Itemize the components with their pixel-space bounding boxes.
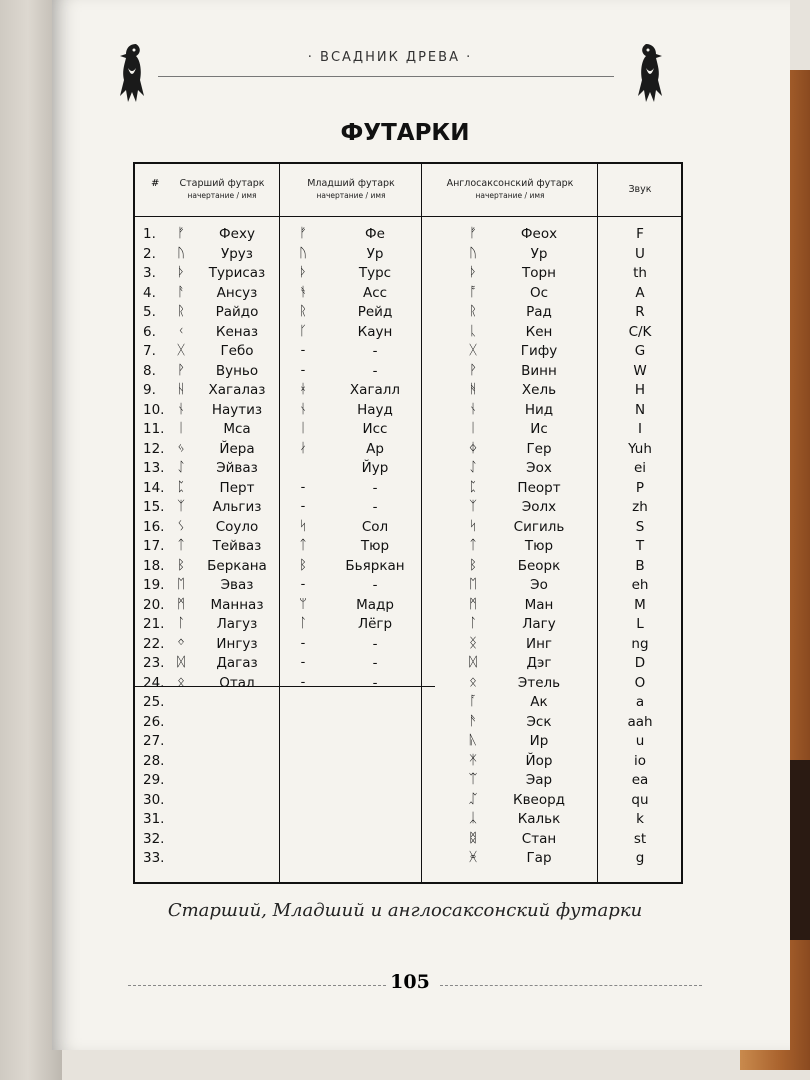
elder-rune-name: Соуло — [215, 518, 259, 535]
anglo-rune-glyph: ᛖ — [469, 577, 477, 592]
elder-rune-glyph: ᛜ — [177, 635, 185, 651]
younger-rune-glyph: ᛒ — [299, 557, 307, 573]
sound-value: k — [636, 811, 644, 827]
elder-rune-glyph: ᛉ — [177, 499, 185, 514]
sound-value: F — [636, 226, 644, 242]
sound-value: R — [635, 304, 645, 320]
anglo-rune-name: Дэг — [526, 655, 552, 671]
anglo-rune-glyph: ᚳ — [469, 323, 477, 339]
elder-number: 17. — [143, 538, 165, 554]
anglo-rune-glyph: ᚠ — [469, 226, 477, 241]
elder-rune-glyph: ᚾ — [177, 401, 185, 417]
sound-value: aah — [627, 713, 653, 730]
elder-number: 9. — [143, 382, 156, 398]
elder-rune-glyph: ᛈ — [177, 479, 185, 495]
sound-value: st — [633, 830, 647, 847]
younger-rune-glyph: ᚱ — [299, 304, 307, 319]
anglo-rune-name: Ак — [530, 694, 548, 710]
younger-rune-glyph: ᚼ — [299, 382, 307, 397]
anglo-rune-name: Феох — [520, 226, 558, 242]
sound-value: G — [634, 343, 646, 359]
elder-rune-glyph: ᚠ — [177, 226, 185, 241]
elder-number: 10. — [143, 401, 165, 418]
sound-value: I — [638, 421, 642, 437]
anglo-rune-glyph: ᛁ — [469, 421, 477, 436]
anglo-rune-name: Ман — [524, 596, 554, 613]
elder-rune-name: Перт — [219, 479, 255, 496]
elder-number: 19. — [143, 577, 165, 593]
figure-caption: Старший, Младший и англосаксонский футарки — [167, 900, 643, 921]
sound-value: C/K — [628, 323, 652, 340]
elder-rune-name: Отал — [219, 674, 255, 691]
elder-number: 13. — [143, 460, 165, 476]
col-divider — [597, 164, 598, 882]
anglo-rune-glyph: ᛞ — [469, 655, 477, 670]
anglo-rune-glyph: ᚫ — [469, 713, 477, 729]
sound-value: L — [636, 616, 644, 632]
younger-rune-glyph: ᛅ — [299, 440, 307, 456]
elder-rune-glyph: ᛚ — [177, 616, 185, 631]
anglo-rune-name: Кен — [525, 323, 553, 340]
younger-rune-glyph: ᚬ — [299, 284, 307, 300]
anglo-rune-glyph: ᚦ — [469, 265, 477, 280]
elder-rune-glyph: ᛃ — [177, 440, 185, 456]
elder-rune-glyph: ᚢ — [177, 245, 185, 261]
younger-rune-name: Ар — [366, 440, 384, 457]
elder-rune-glyph: ᛊ — [177, 518, 185, 534]
elder-rune-name: Альгиз — [212, 499, 262, 515]
elder-number: 22. — [143, 635, 165, 652]
younger-rune-name: Сол — [361, 518, 389, 535]
younger-rune-name: Рейд — [357, 304, 393, 320]
younger-rune-name: - — [372, 499, 378, 515]
anglo-rune-glyph: ᚩ — [469, 284, 477, 300]
footer-rule-left — [128, 985, 386, 986]
elder-number: 14. — [143, 479, 165, 496]
younger-rune-glyph: ᚢ — [299, 245, 307, 261]
anglo-rune-name: Тюр — [524, 538, 554, 554]
elder-rune-name: Дагаз — [216, 655, 258, 671]
elder-rune-glyph: ᚨ — [177, 284, 185, 300]
younger-rune-name: - — [372, 635, 378, 652]
elder-rune-glyph: ᚱ — [177, 304, 185, 319]
anglo-rune-name: Беорк — [517, 557, 561, 574]
col-head-elder-label: Старший футарк — [179, 178, 265, 189]
elder-number: 20. — [143, 596, 165, 613]
col-head-younger-label: Младший футарк — [307, 178, 395, 189]
younger-rune-glyph: ᛘ — [299, 596, 307, 612]
raven-right-icon — [630, 40, 670, 106]
elder-rune-name: Райдо — [215, 304, 259, 320]
younger-rune-glyph: ᚾ — [299, 401, 307, 417]
anglo-rune-name: Эох — [526, 460, 552, 476]
younger-rune-glyph: ᚴ — [299, 323, 307, 339]
anglo-rune-name: Хель — [521, 382, 557, 398]
elder-rune-name: Наутиз — [211, 401, 263, 418]
elder-rune-glyph: ᛒ — [177, 557, 185, 573]
elder-rune-name: Кеназ — [215, 323, 259, 340]
anglo-rune-glyph: ᛋ — [469, 518, 477, 534]
elder-rune-glyph: ᛇ — [177, 460, 185, 475]
elder-rune-name: Эваз — [220, 577, 254, 593]
elder-rune-glyph: ᛏ — [177, 538, 185, 553]
elder-rune-name: Манназ — [210, 596, 264, 613]
anglo-rune-glyph: ᛏ — [469, 538, 477, 553]
empty-row-number: 29. — [143, 772, 165, 788]
younger-rune-name: - — [372, 362, 378, 379]
sound-value: T — [635, 538, 645, 554]
anglo-rune-name: Квеорд — [512, 791, 565, 808]
elder-rune-glyph: ᚲ — [177, 323, 185, 339]
sound-value: S — [635, 518, 645, 535]
sound-value: ea — [631, 772, 649, 788]
younger-rune-name: - — [372, 479, 378, 496]
anglo-rune-name: Гер — [526, 440, 552, 457]
elder-number: 4. — [143, 284, 156, 301]
elder-number: 23. — [143, 655, 165, 671]
anglo-rune-glyph: ᚱ — [469, 304, 477, 319]
sound-value: a — [635, 694, 645, 710]
elder-number: 1. — [143, 226, 156, 242]
sound-value: qu — [631, 791, 649, 808]
younger-rune-name: Мадр — [356, 596, 394, 613]
anglo-rune-name: Этель — [517, 674, 561, 691]
elder-rune-name: Ансуз — [216, 284, 258, 301]
younger-rune-name: Ур — [366, 245, 384, 262]
anglo-rune-name: Лагу — [522, 616, 556, 632]
empty-row-number: 32. — [143, 830, 165, 847]
sound-value: U — [635, 245, 645, 262]
elder-number: 11. — [143, 421, 165, 437]
younger-rune-glyph: - — [300, 499, 306, 514]
empty-row-number: 26. — [143, 713, 165, 730]
anglo-rune-name: Нид — [524, 401, 554, 418]
elder-rune-name: Эйваз — [216, 460, 258, 476]
anglo-rune-name: Гифу — [520, 343, 558, 359]
younger-rune-name: - — [372, 343, 378, 359]
younger-rune-glyph: - — [300, 635, 306, 651]
sound-value: A — [635, 284, 645, 301]
col-head-anglo-label: Англосаксонский футарк — [446, 178, 574, 189]
page-number: 105 — [390, 971, 430, 993]
anglo-rune-name: Сигиль — [513, 518, 565, 535]
elder-number: 7. — [143, 343, 156, 359]
elder-number: 6. — [143, 323, 156, 340]
elder-number: 18. — [143, 557, 165, 574]
elder-rune-name: Лагуз — [216, 616, 258, 632]
younger-rune-glyph: ᛏ — [299, 538, 307, 553]
elder-number: 15. — [143, 499, 165, 515]
running-header: · ВСАДНИК ДРЕВА · — [307, 50, 473, 65]
elder-rune-name: Феху — [219, 226, 255, 242]
sound-value: H — [634, 382, 646, 398]
elder-rune-name: Тейваз — [212, 538, 262, 554]
empty-row-number: 30. — [143, 791, 165, 808]
anglo-rune-glyph: ᛇ — [469, 460, 477, 475]
elder-rune-name: Йера — [219, 440, 255, 457]
anglo-rune-glyph: ᚣ — [469, 733, 477, 748]
anglo-rune-name: Инг — [525, 635, 553, 652]
elder-number: 2. — [143, 245, 156, 262]
anglo-rune-glyph: ᛟ — [469, 674, 477, 690]
anglo-rune-name: Эо — [530, 577, 548, 593]
younger-rune-name: Йур — [361, 460, 389, 476]
younger-rune-glyph: - — [300, 674, 306, 690]
anglo-rune-name: Ис — [530, 421, 548, 437]
elder-number: 12. — [143, 440, 165, 457]
elder-rune-name: Уруз — [221, 245, 253, 262]
sound-value: N — [634, 401, 646, 418]
anglo-rune-name: Эар — [525, 772, 553, 788]
anglo-rune-name: Гар — [526, 850, 552, 866]
empty-row-number: 31. — [143, 811, 165, 827]
younger-rune-glyph: ᛋ — [299, 518, 307, 534]
anglo-rune-glyph: ᚻ — [469, 382, 477, 397]
elder-number: 16. — [143, 518, 165, 535]
younger-rune-name: Тюр — [360, 538, 390, 554]
sound-value: O — [634, 674, 646, 691]
sound-value: u — [635, 733, 645, 749]
sound-value: ng — [631, 635, 649, 652]
younger-rune-glyph: ᚦ — [299, 265, 307, 280]
elder-number: 3. — [143, 265, 156, 281]
col-head-elder — [165, 178, 279, 202]
elder-rune-name: Хагалаз — [208, 382, 266, 398]
sound-value: ei — [633, 460, 647, 476]
elder-rune-glyph: ᛞ — [177, 655, 185, 670]
anglo-rune-glyph: ᛚ — [469, 616, 477, 631]
col-head-elder-sub: начертание / имя — [187, 191, 257, 200]
elder-number: 24. — [143, 674, 165, 691]
younger-rune-name: Бьяркан — [345, 557, 405, 574]
anglo-rune-glyph: ᚪ — [469, 694, 477, 709]
sound-value: zh — [632, 499, 648, 515]
elder-rune-glyph: ᛟ — [177, 674, 185, 690]
younger-rune-glyph: ᛚ — [299, 616, 307, 631]
elder-rune-glyph: ᛗ — [177, 596, 185, 612]
younger-rune-name: - — [372, 577, 378, 593]
col-head-anglo — [423, 178, 597, 202]
anglo-rune-glyph: ᛉ — [469, 499, 477, 514]
anglo-rune-glyph: ᛒ — [469, 557, 477, 573]
younger-rune-name: - — [372, 655, 378, 671]
anglo-rune-name: Пеорт — [517, 479, 561, 496]
elder-rune-glyph: ᛁ — [177, 421, 185, 436]
anglo-rune-name: Эск — [526, 713, 552, 730]
elder-rune-glyph: ᚷ — [177, 343, 185, 358]
younger-rune-name: Хагалл — [349, 382, 401, 398]
anglo-rune-glyph: ᛥ — [469, 830, 477, 846]
younger-rune-glyph: ᚠ — [299, 226, 307, 241]
elder-rune-name: Ингуз — [216, 635, 258, 652]
anglo-rune-name: Стан — [521, 830, 557, 847]
younger-rune-glyph: - — [300, 577, 306, 592]
younger-rune-glyph: - — [300, 479, 306, 495]
anglo-rune-name: Винн — [521, 362, 557, 379]
sound-value: eh — [631, 577, 649, 593]
anglo-rune-glyph: ᛡ — [469, 752, 477, 768]
younger-rune-name: Каун — [357, 323, 393, 340]
anglo-rune-glyph: ᚷ — [469, 343, 477, 358]
elder-rune-glyph: ᚺ — [177, 382, 185, 397]
elder-number: 21. — [143, 616, 165, 632]
anglo-rune-name: Торн — [522, 265, 556, 281]
raven-left-icon — [112, 40, 152, 106]
younger-rune-name: Асс — [362, 284, 388, 301]
sound-value: M — [634, 596, 646, 613]
elder-rune-name: Беркана — [207, 557, 267, 574]
anglo-rune-name: Ур — [530, 245, 548, 262]
anglo-rune-glyph: ᚸ — [469, 850, 477, 865]
anglo-rune-glyph: ᚹ — [469, 362, 477, 378]
header-divider — [135, 216, 681, 217]
younger-rune-name: - — [372, 674, 378, 691]
younger-rune-name: Науд — [357, 401, 393, 418]
empty-row-number: 33. — [143, 850, 165, 866]
sound-value: g — [635, 850, 645, 866]
col-divider — [279, 164, 280, 882]
sound-value: Yuh — [628, 440, 652, 457]
younger-rune-glyph: ᛁ — [299, 421, 307, 436]
sound-value: W — [633, 362, 647, 379]
elder-rune-name: Вуньо — [215, 362, 259, 379]
sound-value: io — [633, 752, 646, 769]
page-title: ФУТАРКИ — [340, 120, 470, 146]
elder-rune-glyph: ᛖ — [177, 577, 185, 592]
elder-rune-name: Гебо — [220, 343, 254, 359]
anglo-rune-glyph: ᛣ — [469, 811, 477, 826]
anglo-rune-glyph: ᛄ — [469, 440, 477, 456]
anglo-rune-name: Йор — [525, 752, 553, 769]
elder-rune-name: Турисаз — [208, 265, 266, 281]
elder-rune-glyph: ᚦ — [177, 265, 185, 280]
anglo-rune-name: Ир — [529, 733, 549, 749]
anglo-rune-glyph: ᛝ — [469, 635, 477, 651]
col-head-num: # — [151, 178, 160, 189]
anglo-rune-glyph: ᚾ — [469, 401, 477, 417]
elder-rune-name: Мса — [223, 421, 251, 437]
sound-value: D — [634, 655, 646, 671]
elder-rune-glyph: ᚹ — [177, 362, 185, 378]
anglo-rune-glyph: ᛠ — [469, 772, 477, 787]
col-head-sound: Звук — [628, 184, 652, 195]
elder-number: 5. — [143, 304, 156, 320]
younger-rune-glyph: - — [300, 343, 306, 358]
younger-rune-name: Лёгр — [357, 616, 393, 632]
anglo-rune-name: Ос — [529, 284, 549, 301]
anglo-rune-name: Рад — [526, 304, 552, 320]
empty-row-number: 27. — [143, 733, 165, 749]
sound-value: th — [633, 265, 647, 281]
anglo-rune-glyph: ᛢ — [469, 791, 477, 807]
anglo-rune-glyph: ᛗ — [469, 596, 477, 612]
anglo-rune-glyph: ᛈ — [469, 479, 477, 495]
younger-rune-name: Исс — [362, 421, 388, 437]
col-head-younger — [281, 178, 421, 202]
header-rule — [158, 76, 614, 77]
younger-rune-glyph: - — [300, 655, 306, 670]
sound-value: B — [635, 557, 645, 574]
empty-row-number: 25. — [143, 694, 165, 710]
elder-number: 8. — [143, 362, 156, 379]
col-divider — [421, 164, 422, 882]
empty-row-number: 28. — [143, 752, 165, 769]
sound-value: P — [635, 479, 645, 496]
anglo-rune-glyph: ᚢ — [469, 245, 477, 261]
younger-rune-name: Фе — [365, 226, 385, 242]
anglo-rune-name: Кальк — [517, 811, 561, 827]
footer-rule-right — [440, 985, 702, 986]
anglo-rune-name: Эолх — [521, 499, 557, 515]
younger-rune-glyph: - — [300, 362, 306, 378]
col-head-younger-sub: начертание / имя — [316, 191, 386, 200]
younger-rune-name: Турс — [358, 265, 392, 281]
col-head-anglo-sub: начертание / имя — [475, 191, 545, 200]
futhark-table — [133, 162, 683, 884]
